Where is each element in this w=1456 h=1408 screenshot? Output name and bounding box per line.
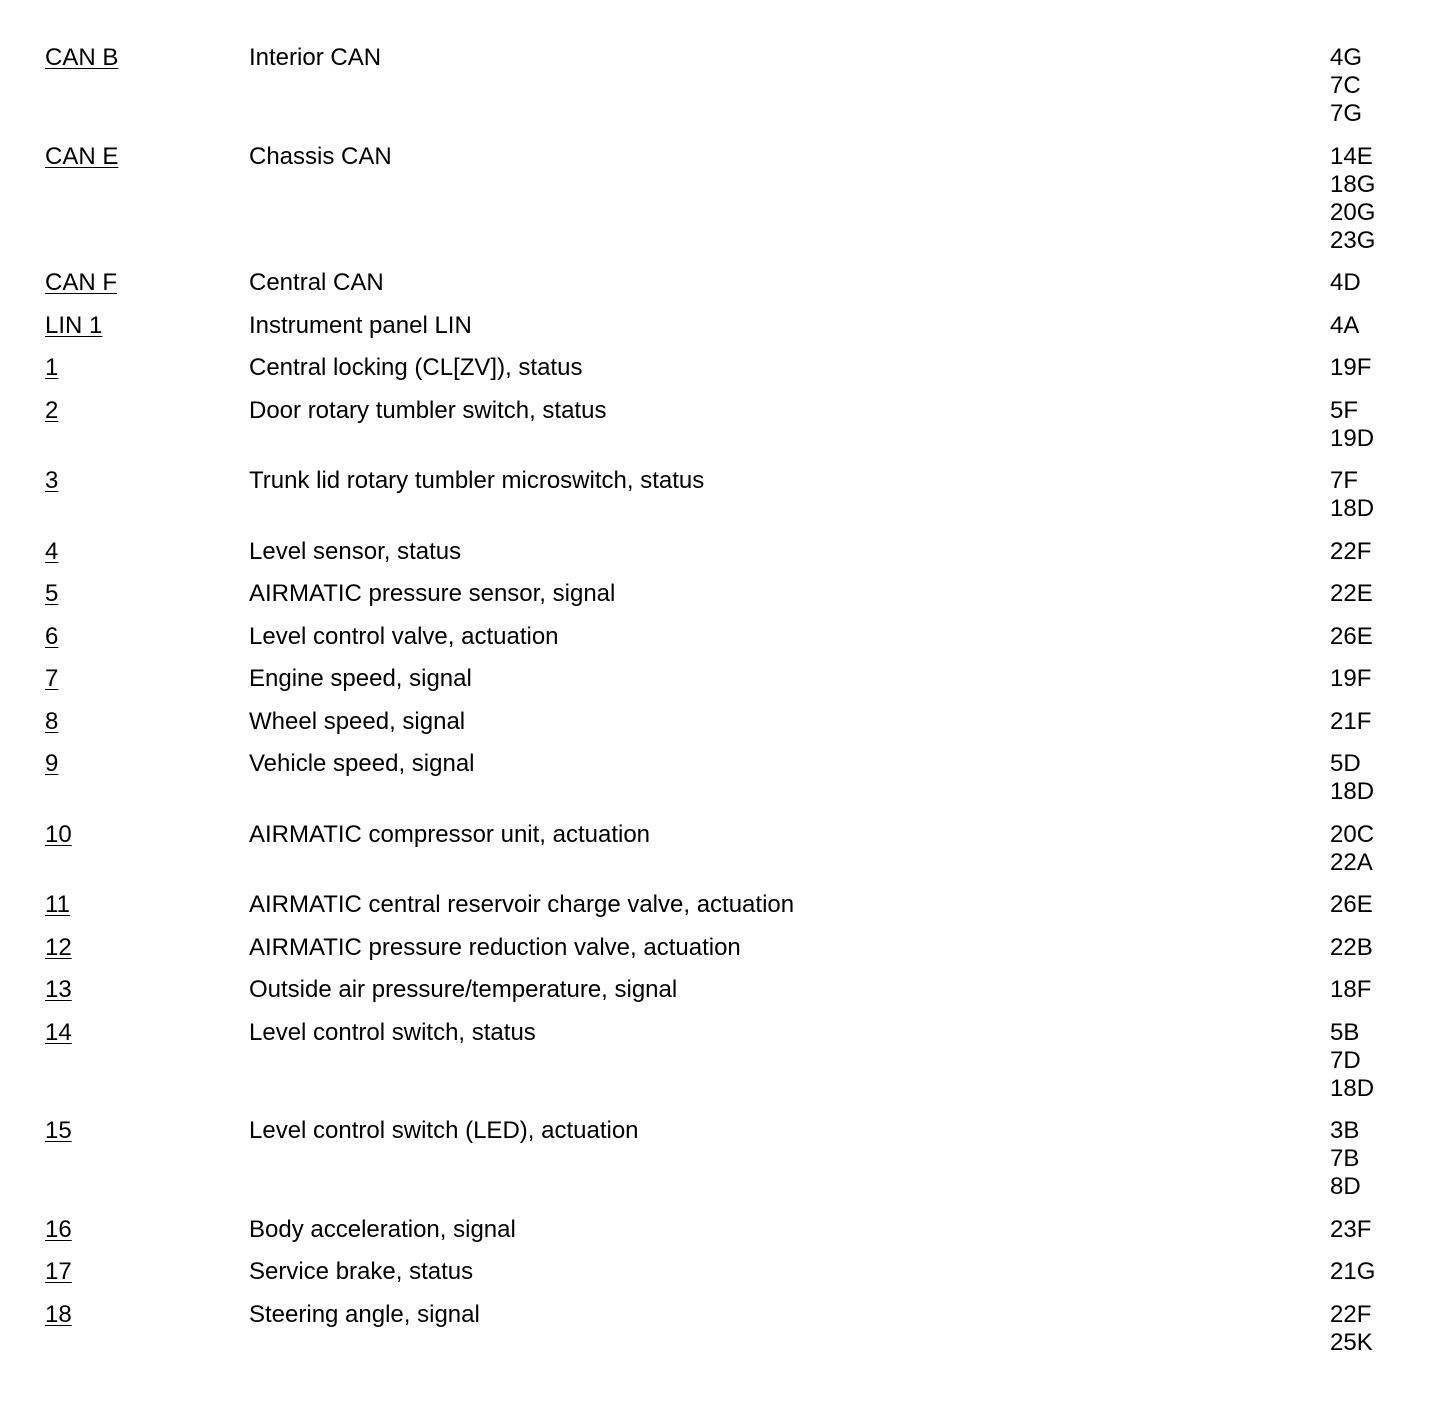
grid-reference-list bbox=[1330, 467, 1374, 523]
grid-reference: 21F bbox=[1330, 707, 1372, 735]
grid-reference-list bbox=[1330, 312, 1359, 340]
legend-row bbox=[0, 580, 1456, 608]
legend-row bbox=[0, 467, 1456, 523]
signal-description: Interior CAN bbox=[249, 44, 382, 71]
signal-code-link[interactable]: 13 bbox=[45, 976, 72, 1003]
signal-description: Central locking (CL[ZV]), status bbox=[249, 354, 583, 381]
signal-code-link[interactable]: 2 bbox=[45, 396, 59, 424]
grid-reference: 22E bbox=[1330, 580, 1373, 607]
signal-code-link[interactable]: 12 bbox=[45, 933, 72, 961]
signal-description: Vehicle speed, signal bbox=[249, 750, 475, 777]
signal-code-link[interactable]: 14 bbox=[45, 1018, 72, 1046]
grid-reference: 5F bbox=[1330, 396, 1359, 424]
grid-reference: 23G bbox=[1330, 226, 1376, 254]
signal-code-link[interactable]: 11 bbox=[45, 891, 70, 918]
signal-code-link[interactable]: 1 bbox=[45, 354, 59, 381]
grid-reference-list bbox=[1330, 1117, 1361, 1201]
legend-row bbox=[0, 269, 1456, 297]
signal-code-link[interactable]: 6 bbox=[45, 622, 59, 650]
grid-reference-list bbox=[1330, 538, 1371, 566]
legend-row bbox=[0, 1019, 1456, 1103]
signal-code-link[interactable]: 9 bbox=[45, 750, 59, 777]
legend-row bbox=[0, 1216, 1456, 1244]
legend-row bbox=[0, 821, 1456, 877]
grid-reference: 3B bbox=[1330, 1117, 1360, 1144]
legend-row bbox=[0, 312, 1456, 340]
grid-reference: 18F bbox=[1330, 976, 1372, 1003]
grid-reference-list bbox=[1330, 821, 1374, 877]
grid-reference: 22A bbox=[1330, 848, 1373, 876]
grid-reference-list bbox=[1330, 580, 1373, 608]
grid-reference: 7F bbox=[1330, 467, 1359, 494]
signal-description: Service brake, status bbox=[249, 1258, 474, 1285]
legend-row bbox=[0, 934, 1456, 962]
grid-reference: 25K bbox=[1330, 1328, 1373, 1356]
signal-code-link[interactable]: 5 bbox=[45, 580, 59, 607]
legend-row bbox=[0, 665, 1456, 693]
grid-reference: 22F bbox=[1330, 537, 1372, 565]
grid-reference-list bbox=[1330, 1216, 1371, 1244]
signal-code-link[interactable]: 17 bbox=[45, 1258, 72, 1285]
grid-reference: 20G bbox=[1330, 198, 1376, 226]
grid-reference-list bbox=[1330, 891, 1373, 919]
signal-description: AIRMATIC pressure sensor, signal bbox=[249, 580, 616, 607]
grid-reference: 4A bbox=[1330, 311, 1360, 339]
signal-description: Steering angle, signal bbox=[249, 1300, 480, 1328]
legend-row bbox=[0, 1301, 1456, 1357]
signal-description: AIRMATIC pressure reduction valve, actuation bbox=[249, 933, 741, 961]
signal-description: AIRMATIC central reservoir charge valve, actuation bbox=[249, 891, 795, 918]
legend-row bbox=[0, 1117, 1456, 1201]
signal-description: Level control switch (LED), actuation bbox=[249, 1117, 639, 1144]
signal-description: Door rotary tumbler switch, status bbox=[249, 396, 607, 424]
signal-description: Instrument panel LIN bbox=[249, 311, 472, 339]
grid-reference: 26E bbox=[1330, 891, 1373, 918]
signal-code-link[interactable]: 10 bbox=[45, 820, 72, 848]
signal-description: Engine speed, signal bbox=[249, 665, 472, 692]
signal-description: Level sensor, status bbox=[249, 537, 462, 565]
legend-row bbox=[0, 976, 1456, 1004]
signal-description: Wheel speed, signal bbox=[249, 707, 466, 735]
grid-reference-list bbox=[1330, 269, 1361, 297]
grid-reference: 14E bbox=[1330, 142, 1373, 170]
grid-reference: 7C bbox=[1330, 72, 1361, 99]
signal-description: Body acceleration, signal bbox=[249, 1215, 516, 1243]
grid-reference: 4G bbox=[1330, 44, 1363, 71]
grid-reference: 19F bbox=[1330, 665, 1372, 692]
grid-reference: 5B bbox=[1330, 1018, 1360, 1046]
grid-reference: 20C bbox=[1330, 820, 1375, 848]
grid-reference-list bbox=[1330, 1301, 1373, 1357]
grid-reference: 7G bbox=[1330, 100, 1363, 127]
grid-reference: 8D bbox=[1330, 1173, 1361, 1200]
grid-reference: 5D bbox=[1330, 750, 1361, 777]
signal-code-link[interactable]: 3 bbox=[45, 467, 59, 494]
legend-row bbox=[0, 1258, 1456, 1286]
grid-reference: 19D bbox=[1330, 424, 1375, 452]
legend-row bbox=[0, 750, 1456, 806]
legend-row bbox=[0, 708, 1456, 736]
legend-row bbox=[0, 44, 1456, 128]
grid-reference-list bbox=[1330, 397, 1374, 453]
signal-code-link[interactable]: CAN B bbox=[45, 44, 119, 71]
legend-row bbox=[0, 891, 1456, 919]
grid-reference: 7D bbox=[1330, 1046, 1361, 1074]
grid-reference: 4D bbox=[1330, 269, 1361, 296]
legend-row bbox=[0, 623, 1456, 651]
grid-reference-list bbox=[1330, 750, 1374, 806]
grid-reference: 18D bbox=[1330, 1074, 1375, 1102]
signal-description: Level control switch, status bbox=[249, 1018, 536, 1046]
signal-code-link[interactable]: 15 bbox=[45, 1117, 72, 1144]
grid-reference-list bbox=[1330, 623, 1373, 651]
signal-description: Outside air pressure/temperature, signal bbox=[249, 976, 678, 1003]
legend-row bbox=[0, 397, 1456, 453]
grid-reference: 22B bbox=[1330, 933, 1373, 961]
grid-reference: 21G bbox=[1330, 1258, 1376, 1285]
signal-code-link[interactable]: CAN E bbox=[45, 142, 119, 170]
signal-description: Central CAN bbox=[249, 269, 384, 296]
grid-reference-list bbox=[1330, 976, 1371, 1004]
grid-reference: 23F bbox=[1330, 1215, 1372, 1243]
grid-reference-list bbox=[1330, 665, 1371, 693]
signal-code-link[interactable]: LIN 1 bbox=[45, 311, 103, 339]
signal-code-link[interactable]: 16 bbox=[45, 1215, 72, 1243]
grid-reference: 18G bbox=[1330, 170, 1376, 198]
grid-reference: 18D bbox=[1330, 495, 1375, 522]
grid-reference-list bbox=[1330, 44, 1362, 128]
grid-reference: 7B bbox=[1330, 1145, 1360, 1172]
legend-row bbox=[0, 538, 1456, 566]
legend-row bbox=[0, 143, 1456, 255]
grid-reference: 19F bbox=[1330, 354, 1372, 381]
legend-row bbox=[0, 354, 1456, 382]
signal-legend-table bbox=[0, 44, 1456, 1371]
grid-reference: 26E bbox=[1330, 622, 1373, 650]
grid-reference: 18D bbox=[1330, 778, 1375, 805]
grid-reference-list bbox=[1330, 143, 1375, 255]
signal-description: Chassis CAN bbox=[249, 142, 392, 170]
signal-description: Level control valve, actuation bbox=[249, 622, 559, 650]
signal-code-link[interactable]: 8 bbox=[45, 707, 59, 735]
grid-reference-list bbox=[1330, 1258, 1375, 1286]
signal-code-link[interactable]: 7 bbox=[45, 665, 59, 692]
signal-code-link[interactable]: 4 bbox=[45, 537, 59, 565]
signal-code-link[interactable]: CAN F bbox=[45, 269, 117, 296]
signal-description: AIRMATIC compressor unit, actuation bbox=[249, 820, 651, 848]
signal-description: Trunk lid rotary tumbler microswitch, status bbox=[249, 467, 705, 494]
grid-reference-list bbox=[1330, 934, 1373, 962]
grid-reference-list bbox=[1330, 708, 1371, 736]
signal-code-link[interactable]: 18 bbox=[45, 1300, 72, 1328]
grid-reference-list bbox=[1330, 354, 1371, 382]
grid-reference-list bbox=[1330, 1019, 1374, 1103]
grid-reference: 22F bbox=[1330, 1300, 1372, 1328]
